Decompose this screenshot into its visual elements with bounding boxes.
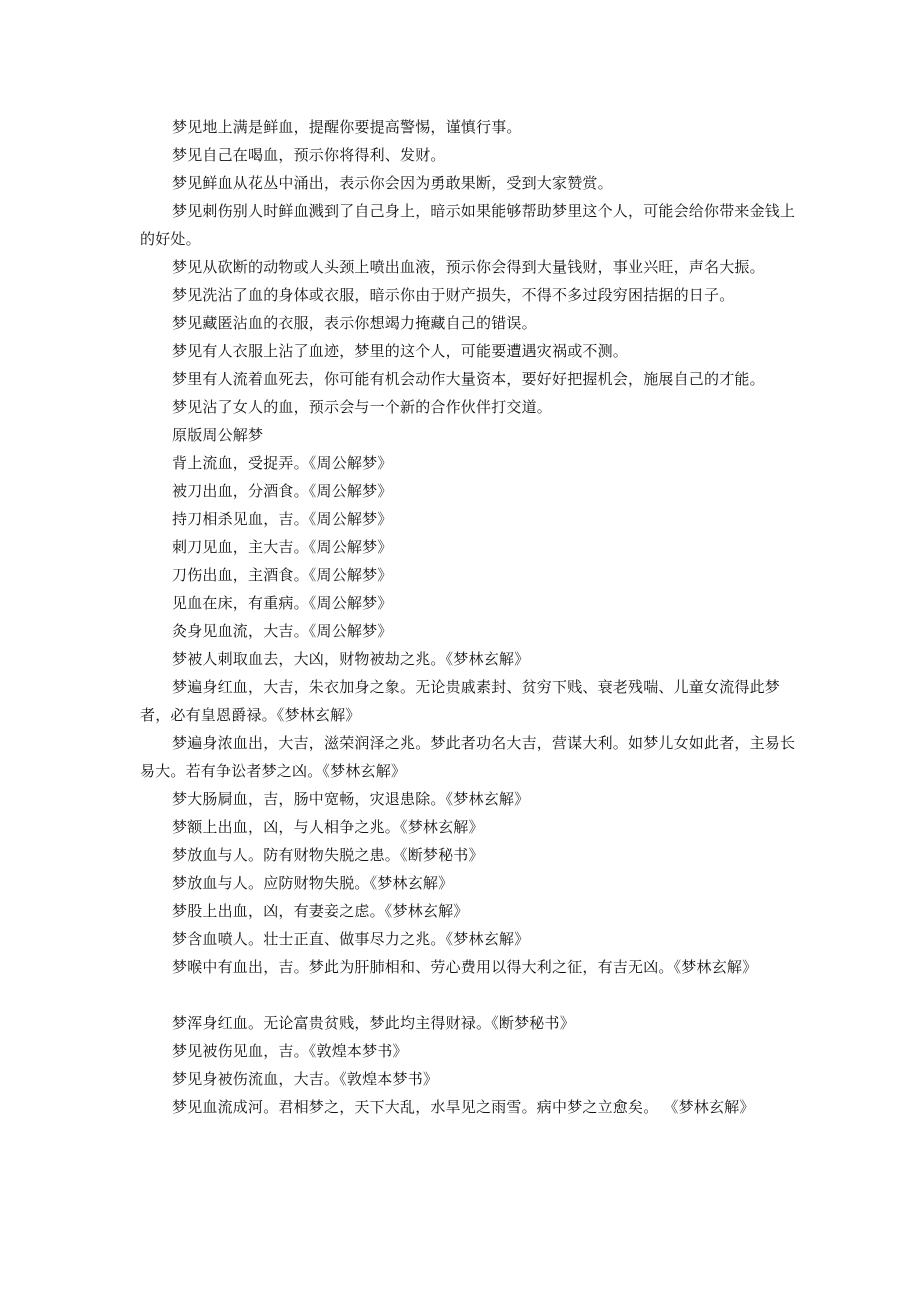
paragraph: 梦含血喷人。壮士正直、做事尽力之兆。《梦林玄解》	[172, 930, 530, 948]
paragraph: 刺刀见血，主大吉。《周公解梦》	[172, 538, 393, 556]
paragraph: 梦浑身红血。无论富贵贫贱，梦此均主得财禄。《断梦秘书》	[172, 1014, 575, 1032]
paragraph: 被刀出血，分酒食。《周公解梦》	[172, 482, 393, 500]
paragraph: 见血在床，有重病。《周公解梦》	[172, 594, 393, 612]
paragraph: 刀伤出血，主酒食。《周公解梦》	[172, 566, 393, 584]
section-heading: 原版周公解梦	[172, 426, 264, 444]
paragraph: 梦见有人衣服上沾了血迹，梦里的这个人，可能要遭遇灾祸或不测。	[172, 342, 629, 360]
paragraph: 梦见刺伤别人时鲜血溅到了自己身上，暗示如果能够帮助梦里这个人，可能会给你带来金钱上的好处。	[140, 202, 796, 248]
paragraph: 梦里有人流着血死去，你可能有机会动作大量资本，要好好把握机会，施展自己的才能。	[172, 370, 765, 388]
paragraph: 梦大肠屙血，吉，肠中宽畅，灾退患除。《梦林玄解》	[172, 790, 530, 808]
paragraph: 梦见从砍断的动物或人头颈上喷出血液，预示你会得到大量钱财，事业兴旺，声名大振。	[172, 258, 765, 276]
document-body	[140, 113, 796, 1121]
paragraph: 梦额上出血，凶，与人相争之兆。《梦林玄解》	[172, 818, 484, 836]
paragraph: 梦见洗沾了血的身体或衣服，暗示你由于财产损失，不得不多过段穷困拮据的日子。	[172, 286, 735, 304]
paragraph: 梦见地上满是鲜血，提醒你要提高警惕，谨慎行事。	[172, 118, 522, 136]
paragraph: 灸身见血流，大吉。《周公解梦》	[172, 622, 393, 640]
paragraph: 梦见自己在喝血，预示你将得利、发财。	[172, 146, 446, 164]
paragraph: 梦见被伤见血，吉。《敦煌本梦书》	[172, 1042, 408, 1060]
blank-line	[140, 981, 796, 1009]
paragraph: 背上流血，受捉弄。《周公解梦》	[172, 454, 393, 472]
paragraph: 持刀相杀见血，吉。《周公解梦》	[172, 510, 393, 528]
paragraph: 梦遍身浓血出，大吉，滋荣润泽之兆。梦此者功名大吉，营谋大利。如梦儿女如此者，主易长易大。若有争讼者梦之凶。《梦林玄解》	[140, 734, 796, 780]
paragraph: 梦股上出血，凶，有妻妾之虑。《梦林玄解》	[172, 902, 469, 920]
paragraph: 梦见身被伤流血，大吉。《敦煌本梦书》	[172, 1070, 439, 1088]
paragraph: 梦放血与人。防有财物失脱之患。《断梦秘书》	[172, 846, 484, 864]
paragraph: 梦见藏匿沾血的衣服，表示你想竭力掩藏自己的错误。	[172, 314, 537, 332]
paragraph: 梦见血流成河。君相梦之，天下大乱，水旱见之雨雪。病中梦之立愈矣。 《梦林玄解》	[172, 1098, 755, 1116]
paragraph: 梦放血与人。应防财物失脱。《梦林玄解》	[172, 874, 454, 892]
paragraph: 梦见沾了女人的血，预示会与一个新的合作伙伴打交道。	[172, 398, 553, 416]
paragraph: 梦见鲜血从花丛中涌出，表示你会因为勇敢果断，受到大家赞赏。	[172, 174, 613, 192]
paragraph: 梦遍身红血，大吉，朱衣加身之象。无论贵戚素封、贫穷下贱、衰老残喘、儿童女流得此梦者，必有皇恩爵禄。《梦林玄解》	[140, 678, 781, 724]
paragraph: 梦被人刺取血去，大凶，财物被劫之兆。《梦林玄解》	[172, 650, 530, 668]
paragraph: 梦喉中有血出，吉。梦此为肝肺相和、劳心费用以得大利之征，有吉无凶。《梦林玄解》	[172, 958, 758, 976]
